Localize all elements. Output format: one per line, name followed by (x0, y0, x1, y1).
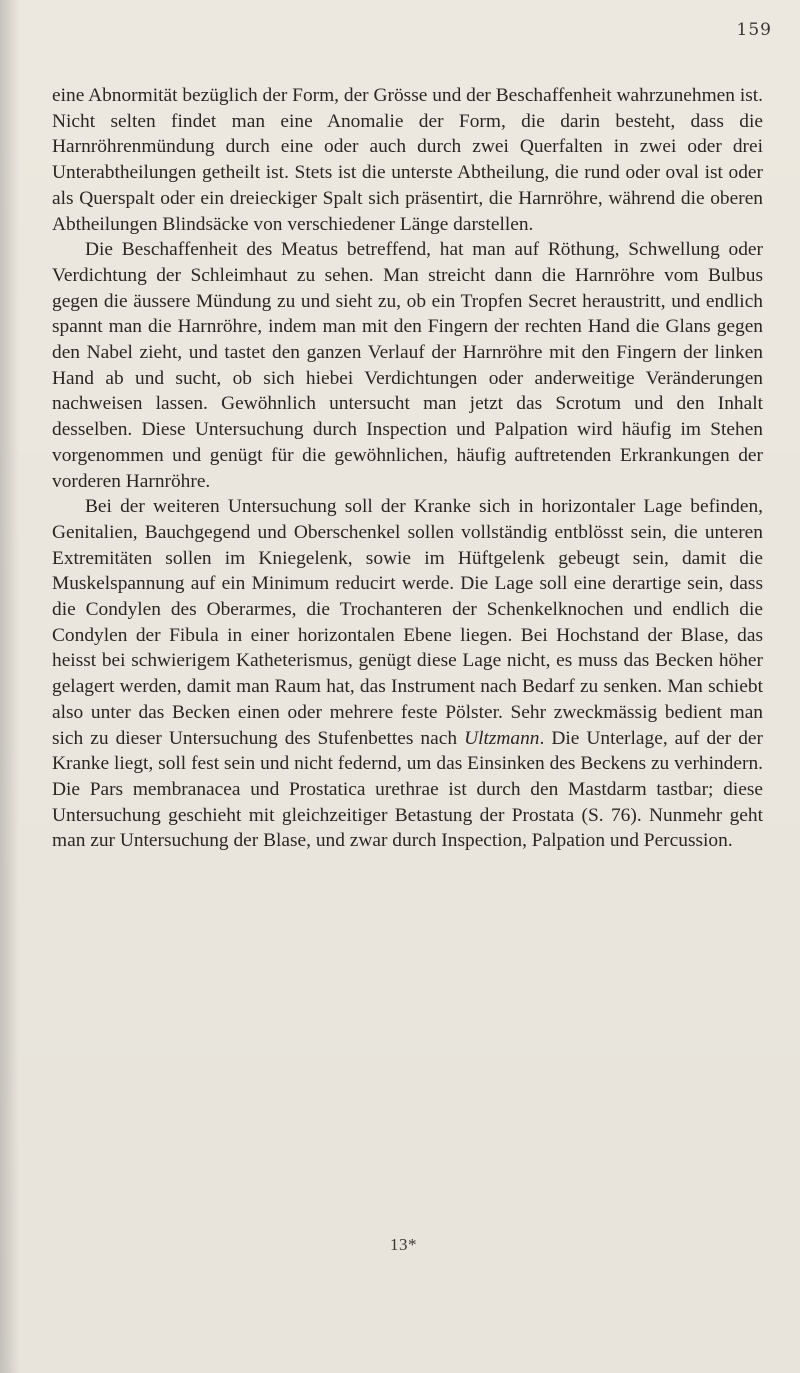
binding-shadow (0, 0, 20, 1373)
page-number: 159 (736, 20, 772, 40)
paragraph-3-text-end: . Die Unterlage, auf der der Kranke liegt, soll fest sein und nicht federnd, um das Einsinken des Beckens zu verhindern. Die Pars membranacea und Prostatica urethrae ist durch den Mastdarm tastbar; diese Untersuchung geschieht mit gleichzeitiger Betastung der Prostata (S. 76). Nunmehr geht man zur Untersuchung der Blase, und zwar durch Inspection, Palpation und Percussion. (52, 727, 763, 852)
paragraph-3-text-start: Bei der weiteren Untersuchung soll der Kranke sich in horizontaler Lage befinden, Genitalien, Bauchgegend und Oberschenkel sollen vollständig entblösst sein, die unteren Extremitäten sollen im Kniegelenk, sowie im Hüftgelenk gebeugt sein, damit die Muskelspannung auf ein Minimum reducirt werde. Die Lage soll eine derartige sein, dass die Condylen des Oberarmes, die Trochanteren der Schenkelknochen und endlich die Condylen der Fibula in einer horizontalen Ebene liegen. Bei Hochstand der Blase, das heisst bei schwierigem Katheterismus, genügt diese Lage nicht, es muss das Becken höher gelagert werden, damit man Raum hat, das Instrument nach Bedarf zu senken. Man schiebt also unter das Becken einen oder mehrere feste Pölster. Sehr zweckmässig bedient man sich zu dieser Untersuchung des Stufenbettes nach (52, 496, 763, 749)
paragraph-2-text: Die Beschaffenheit des Meatus betreffend, hat man auf Röthung, Schwellung oder Verdichtung der Schleimhaut zu sehen. Man streicht dann die Harnröhre vom Bulbus gegen die äussere Mündung zu und sieht zu, ob ein Tropfen Secret heraustritt, und endlich spannt man die Harnröhre, indem man mit den Fingern der rechten Hand die Glans gegen den Nabel zieht, und tastet den ganzen Verlauf der Harnröhre mit den Fingern der linken Hand ab und sucht, ob sich hiebei Verdichtungen oder anderweitige Veränderungen nachweisen lassen. Gewöhnlich untersucht man jetzt das Scrotum und den Inhalt desselben. Diese Untersuchung durch Inspection und Palpation wird häufig im Stehen vorgenommen und genügt für die gewöhnlichen, häufig auftretenden Erkrankungen der vorderen Harnröhre. (52, 239, 763, 492)
paragraph-1-text: eine Abnormität bezüglich der Form, der Grösse und der Beschaffenheit wahrzunehmen ist. Nicht selten findet man eine Anomalie der Form, die darin besteht, dass die Harnröhrenmündung durch eine oder auch durch zwei Querfalten in zwei oder drei Unterabtheilungen getheilt ist. Stets ist die unterste Abtheilung, die rund oder oval ist oder als Querspalt oder ein dreieckiger Spalt sich präsentirt, die Harnröhre, während die oberen Abtheilungen Blindsäcke von verschiedener Länge darstellen. (52, 85, 763, 235)
author-name: Ultzmann (464, 727, 540, 749)
paragraph-1 (52, 83, 763, 237)
signature-mark: 13* (390, 1235, 417, 1254)
body-text (52, 83, 763, 854)
paragraph-3 (52, 494, 763, 854)
paragraph-2 (52, 237, 763, 494)
